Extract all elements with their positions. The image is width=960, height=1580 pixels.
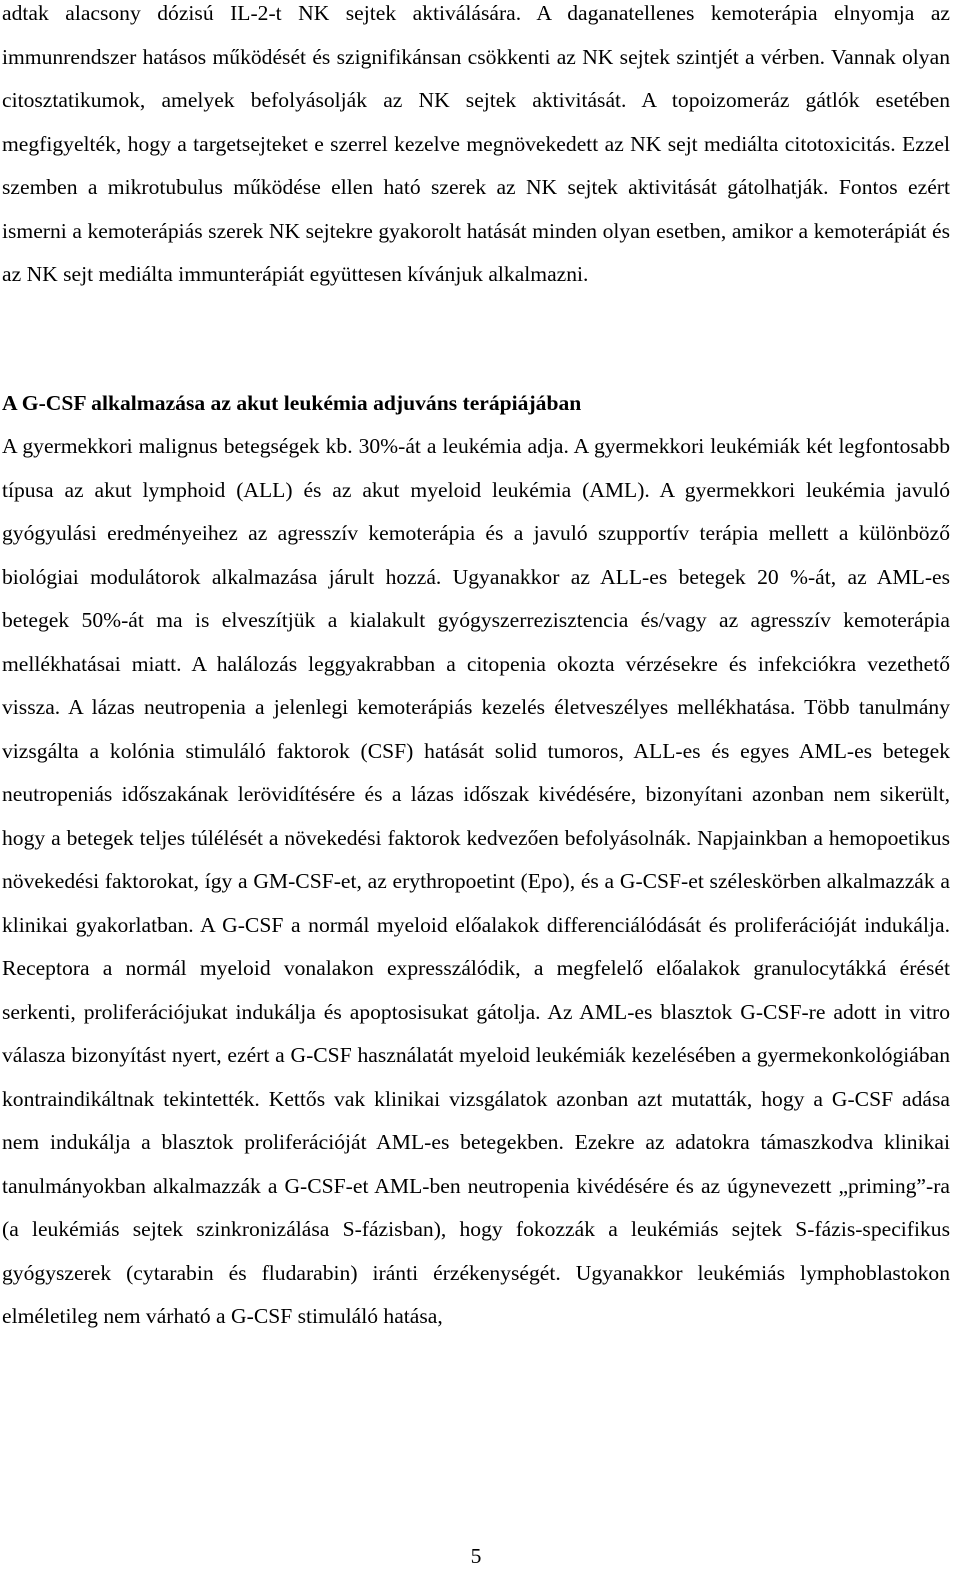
section-heading: A G-CSF alkalmazása az akut leukémia adjuváns terápiájában	[2, 391, 582, 415]
body-paragraph: adtak alacsony dózisú IL-2-t NK sejtek aktiválására. A daganatellenes kemoterápia elnyomja az immunrendszer hatásos működését és szignifikánsan csökkenti az NK sejtek szintjét a vérben. Vannak olyan citosztatikumok, amelyek befolyásolják az NK sejtek aktivitását. A topoizomeráz gátlók esetében megfigyelték, hogy a targetsejteket e szerrel kezelve megnövekedett az NK sejt mediálta citotoxicitás. Ezzel szemben a mikrotubulus működése ellen ható szerek az NK sejtek aktivitását gátolhatják. Fontos ezért ismerni a kemoterápiás szerek NK sejtekre gyakorolt hatását minden olyan esetben, amikor a kemoterápiát és az NK sejt mediálta immunterápiát együttesen kívánjuk alkalmazni.	[2, 1, 950, 286]
page-number: 5	[470, 1544, 482, 1568]
body-paragraph: A gyermekkori malignus betegségek kb. 30%-át a leukémia adja. A gyermekkori leukémiák két legfontosabb típusa az akut lymphoid (ALL) és az akut myeloid leukémia (AML). A gyermekkori leukémia javuló gyógyulási eredményeihez az agresszív kemoterápia és a javuló szupportív terápia mellett a különböző biológiai modulátorok alkalmazása járult hozzá. Ugyanakkor az ALL-es betegek 20 %-át, az AML-es betegek 50%-át ma is elveszítjük a kialakult gyógyszerrezisztencia és/vagy az agresszív kemoterápia mellékhatásai miatt. A halálozás leggyakrabban a citopenia okozta vérzésekre és infekciókra vezethető vissza. A lázas neutropenia a jelenlegi kemoterápiás kezelés életveszélyes mellékhatása. Több tanulmány vizsgálta a kolónia stimuláló faktorok (CSF) hatását solid tumoros, ALL-es és egyes AML-es betegek neutropeniás időszakának lerövidítésére és a lázas időszak kivédésére, bizonyítani azonban nem sikerült, hogy a betegek teljes túlélését a növekedési faktorok kedvezően befolyásolnák. Napjainkban a hemopoetikus növekedési faktorokat, így a GM-CSF-et, az erythropoetint (Epo), és a G-CSF-et széleskörben alkalmazzák a klinikai gyakorlatban. A G-CSF a normál myeloid előalakok differenciálódását és proliferációját indukálja. Receptora a normál myeloid vonalakon expresszálódik, a megfelelő előalakok granulocytákká érését serkenti, proliferációjukat indukálja és apoptosisukat gátolja. Az AML-es blasztok G-CSF-re adott in vitro válasza bizonyítást nyert, ezért a G-CSF használatát myeloid leukémiák kezelésében a gyermekonkológiában kontraindikáltnak tekintették. Kettős vak klinikai vizsgálatok azonban azt mutatták, hogy a G-CSF adása nem indukálja a blasztok proliferációját AML-es betegekben. Ezekre az adatokra támaszkodva klinikai tanulmányokban alkalmazzák a G-CSF-et AML-ben neutropenia kivédésére és az úgynevezett „priming”-ra (a leukémiás sejtek szinkronizálása S-fázisban), hogy fokozzák a leukémiás sejtek S-fázis-specifikus gyógyszerek (cytarabin és fludarabin) iránti érzékenységét. Ugyanakkor leukémiás lymphoblastokon elméletileg nem várható a G-CSF stimuláló hatása,	[2, 434, 950, 1328]
